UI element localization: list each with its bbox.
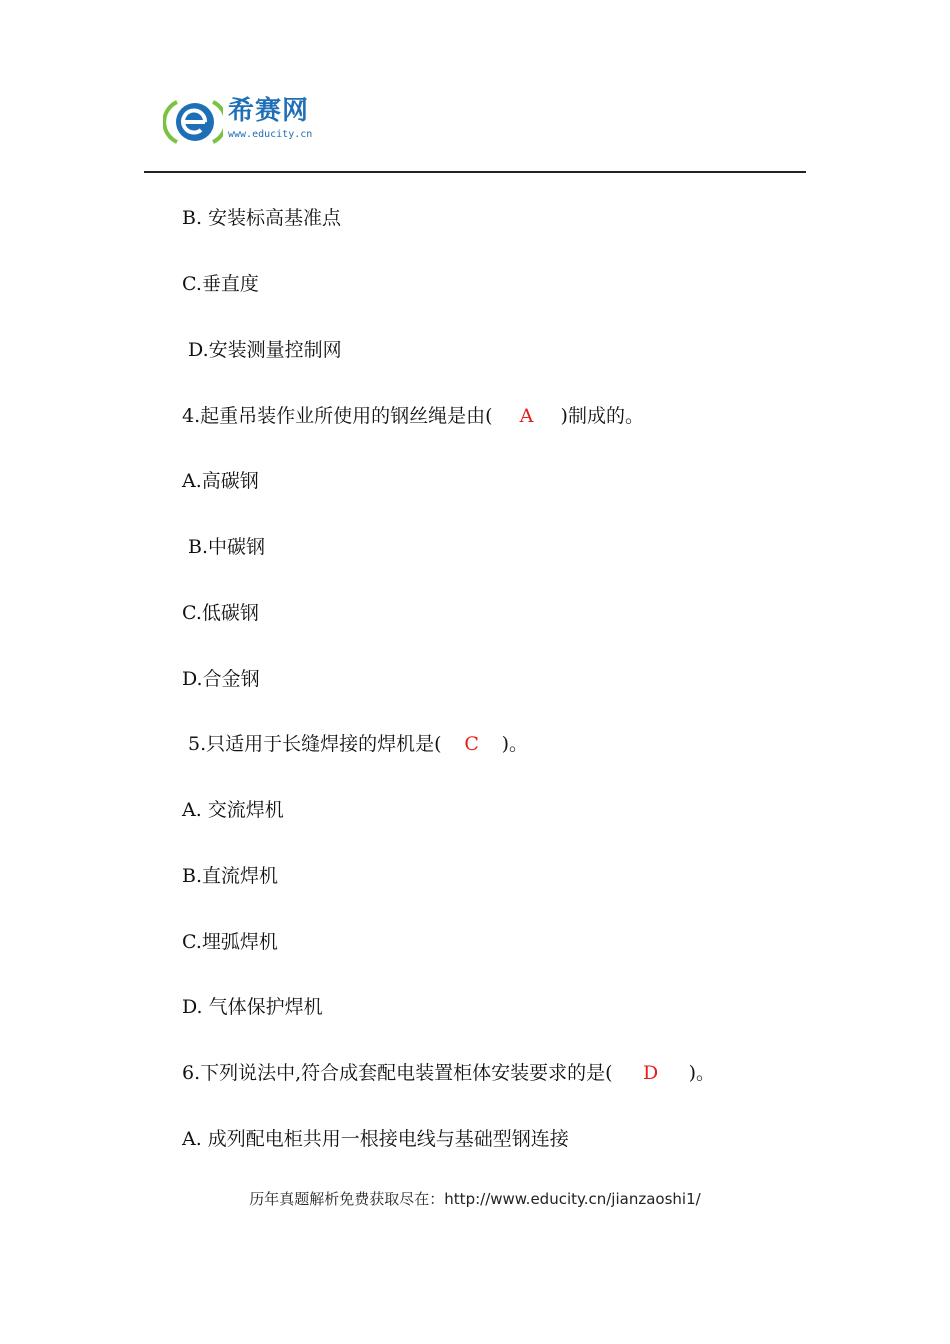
- site-logo[interactable]: [163, 96, 363, 148]
- option-a-line: A.高碳钢: [182, 470, 259, 492]
- option-d-line: D. 气体保护焊机: [182, 996, 323, 1018]
- option-b-line: B.直流焊机: [182, 865, 279, 887]
- footer-link-text[interactable]: 历年真题解析免费获取尽在：http://www.educity.cn/jianzaoshi1/: [249, 1190, 701, 1208]
- option-b-line: B.中碳钢: [182, 536, 266, 558]
- logo-url: www.educity.cn: [228, 129, 313, 140]
- question-5: 5.只适用于长缝焊接的焊机是( C )。: [182, 733, 529, 755]
- option-c-line: C.低碳钢: [182, 602, 259, 624]
- option-b-line: B. 安装标高基准点: [182, 207, 342, 229]
- option-a-line: A. 成列配电柜共用一根接电线与基础型钢连接: [182, 1128, 569, 1150]
- header-divider: [144, 171, 806, 173]
- logo-text: 希赛网: [228, 96, 310, 126]
- answer-mark: C: [464, 733, 479, 755]
- option-c-line: C.垂直度: [182, 273, 259, 295]
- educity-e-icon: [163, 96, 223, 148]
- option-c-line: C.埋弧焊机: [182, 931, 278, 953]
- option-a-line: A. 交流焊机: [182, 799, 284, 821]
- option-d-line: D.安装测量控制网: [182, 339, 342, 361]
- answer-mark: A: [519, 405, 534, 427]
- question-4: 4.起重吊装作业所使用的钢丝绳是由( A )制成的。: [182, 405, 644, 427]
- option-d-line: D.合金钢: [182, 668, 260, 690]
- question-6: 6.下列说法中,符合成套配电装置柜体安装要求的是( D )。: [182, 1062, 716, 1084]
- answer-mark: D: [642, 1062, 659, 1084]
